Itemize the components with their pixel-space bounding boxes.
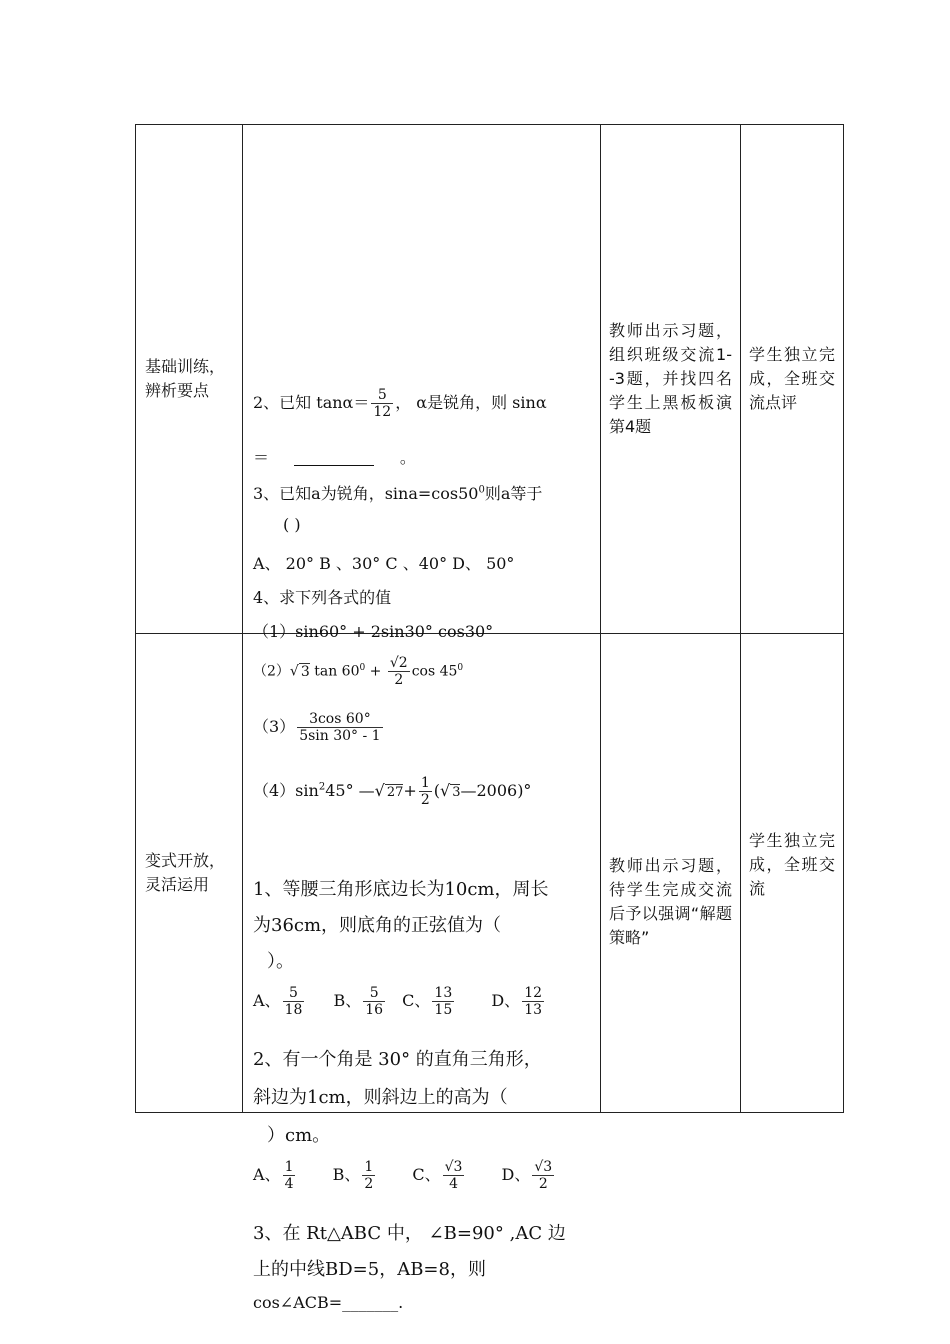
denominator: 2	[420, 792, 430, 808]
denominator: 12	[373, 404, 392, 420]
question-2-options	[253, 1159, 594, 1192]
plus-sign: +	[369, 663, 382, 680]
expr: tan 60	[314, 663, 360, 680]
question-1-line-3: ）。	[267, 951, 294, 972]
question-3-line-1: 3、在 Rt△ABC 中， ∠B=90° ,AC 边	[253, 1223, 566, 1244]
question-3-line-3: cos∠ACB=_______.	[253, 1293, 404, 1312]
square-sup: 2	[318, 781, 326, 793]
teacher-activity-cell	[601, 634, 741, 1113]
fraction	[363, 985, 385, 1018]
radicand: 27	[386, 785, 404, 800]
question-3-options: A、 20° B 、30° C 、40° D、 50°	[253, 554, 515, 573]
option-label: D、	[491, 991, 521, 1010]
numerator: √2	[389, 655, 408, 671]
degree-sup: 0	[359, 662, 366, 673]
fraction	[362, 1159, 375, 1192]
option-b[interactable]	[333, 985, 387, 1018]
student-activity: 学生独立完成，全班交流点评	[749, 345, 835, 412]
question-2-line-2: 斜边为1cm，则斜边上的高为（	[253, 1087, 508, 1108]
question-1-options	[253, 985, 594, 1018]
fraction	[283, 985, 305, 1018]
option-b[interactable]	[332, 1159, 378, 1192]
question-3-line-2: 上的中线BD=5，AB=8，则	[253, 1259, 486, 1280]
denominator: 2	[394, 672, 404, 688]
option-label: D、	[501, 1165, 531, 1184]
numerator: 1	[284, 1159, 294, 1175]
degree-sup: 0	[457, 662, 464, 673]
equals-sign: ＝	[353, 393, 370, 412]
question-4-title: 4、求下列各式的值	[253, 588, 392, 607]
option-c[interactable]	[412, 1159, 466, 1192]
question-1-line-1: 1、等腰三角形底边长为10cm，周长	[253, 879, 549, 900]
expr: 45° —	[325, 781, 375, 800]
stage-cell: 基础训练，辨析要点	[136, 125, 243, 634]
student-activity-cell	[741, 125, 844, 634]
answer-blank[interactable]	[294, 451, 374, 466]
fraction	[432, 985, 454, 1018]
q2-text: 2、已知 tan	[253, 393, 343, 412]
denominator: 4	[449, 1176, 458, 1192]
denominator: 2	[538, 1176, 548, 1192]
lesson-table	[135, 124, 844, 1312]
question-3-paren: ( )	[283, 515, 301, 534]
fraction	[371, 387, 393, 420]
teacher-activity-cell	[601, 125, 741, 634]
plus-sign: +	[403, 781, 417, 800]
radicand: 3	[452, 785, 461, 800]
numerator: 1	[364, 1159, 374, 1175]
teacher-activity: 教师出示习题，待学生完成交流后予以强调“解题策略”	[609, 856, 732, 947]
option-d[interactable]	[491, 985, 546, 1018]
equals-sign: ＝	[253, 448, 270, 467]
question-4-part-1: （1）sin60° + 2sin30° cos30°	[253, 622, 494, 641]
table-row	[136, 125, 844, 634]
numerator: √3	[534, 1159, 553, 1175]
part-label: （3）	[253, 717, 296, 736]
fraction	[522, 985, 544, 1018]
option-label: C、	[412, 1165, 441, 1184]
option-label: C、	[402, 991, 431, 1010]
paren: (	[433, 781, 440, 800]
part-label: （4）sin	[253, 781, 319, 800]
period: 。	[399, 448, 416, 467]
question-4-part-2: （2）√ 3 $\tan 60^0$ + $\frac{√2}{2}$ $\cos 45^0$	[253, 655, 464, 688]
option-label: A、	[253, 991, 281, 1010]
numerator: 13	[434, 985, 453, 1001]
option-label: B、	[333, 991, 362, 1010]
numerator: 5	[283, 985, 305, 1002]
stage-cell: 变式开放，灵活运用	[136, 634, 243, 1113]
denominator: 16	[365, 1002, 384, 1018]
part-label: （2）	[253, 663, 290, 680]
alpha-symbol: α	[342, 393, 354, 412]
question-2-line-1: 2、有一个角是 30° 的直角三角形，	[253, 1049, 542, 1070]
expr: cos 45	[411, 663, 458, 680]
student-activity-cell	[741, 634, 844, 1113]
fraction	[532, 1159, 554, 1192]
option-d[interactable]	[501, 1159, 557, 1192]
question-2-line-3: ）cm。	[267, 1125, 331, 1146]
denominator: 5sin 30° - 1	[299, 728, 381, 744]
fraction	[297, 711, 382, 744]
option-c[interactable]	[402, 985, 456, 1018]
denominator: 15	[434, 1002, 453, 1018]
numerator: 12	[524, 985, 543, 1001]
q3-tail: 则a等于	[484, 484, 543, 503]
numerator: 5	[371, 387, 393, 404]
denominator: 13	[524, 1002, 543, 1018]
questions-cell	[243, 634, 601, 1312]
question-4-part-3	[253, 711, 594, 744]
question-4-part-4: $(4)\sin^245^\circ$ —√ 27+ $\frac{1}{2}$ (√ 3—2006)°	[253, 775, 532, 808]
q3-text: 3、已知a为锐角，sina=cos50	[253, 484, 479, 503]
numerator: 3cos 60°	[297, 711, 382, 728]
question-2	[253, 387, 594, 420]
fraction	[283, 1159, 296, 1192]
numerator: 1	[420, 775, 430, 791]
numerator: 5	[363, 985, 385, 1002]
numerator: √3	[444, 1159, 463, 1175]
fraction	[443, 1159, 465, 1192]
option-a[interactable]	[253, 1159, 297, 1192]
student-activity: 学生独立完成，全班交流	[749, 831, 835, 898]
denominator: 18	[284, 1002, 303, 1018]
table-row	[136, 634, 844, 1113]
question-2-answer-line	[253, 445, 594, 468]
radicand: 3	[300, 663, 310, 680]
question-1-line-2: 为36cm，则底角的正弦值为（	[253, 915, 502, 936]
teacher-activity: 教师出示习题，组织班级交流1--3题，并找四名学生上黑板板演第4题	[609, 321, 732, 436]
option-a[interactable]	[253, 985, 306, 1018]
q2-tail: ， α是锐角，则 sinα	[395, 393, 547, 412]
fraction	[419, 775, 432, 808]
denominator: 2	[364, 1176, 374, 1192]
option-label: B、	[332, 1165, 361, 1184]
option-label: A、	[253, 1165, 281, 1184]
denominator: 4	[284, 1176, 294, 1192]
degree-sup: 0	[478, 484, 485, 496]
expr: —2006)°	[460, 781, 532, 800]
fraction	[388, 655, 410, 688]
question-3	[253, 481, 594, 504]
